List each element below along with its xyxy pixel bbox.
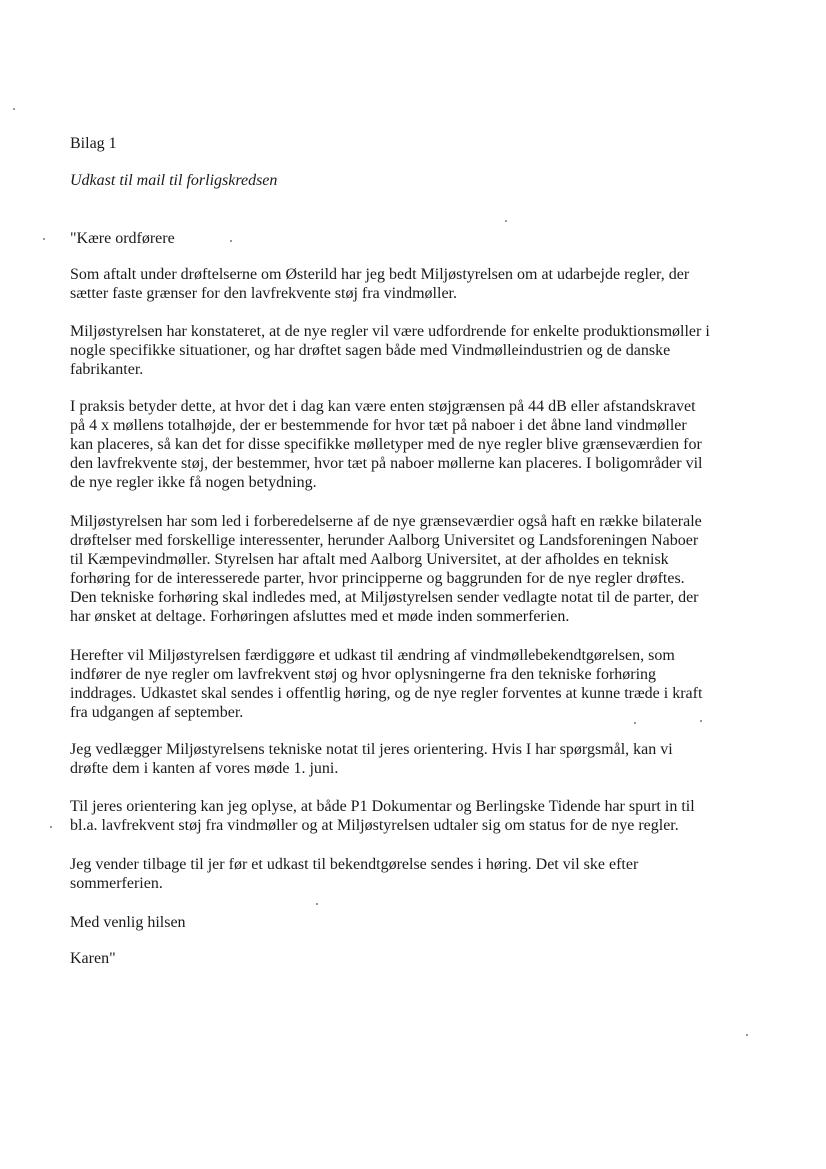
closing <box>70 913 740 932</box>
paragraph-line: Den tekniske forhøring skal indledes med, at Miljøstyrelsen sender vedlagte notat til de parter, der <box>70 589 699 606</box>
paragraph-line: har ønsket at deltage. Forhøringen afsluttes med et møde inden sommerferien. <box>70 608 570 625</box>
paragraph-line: Herefter vil Miljøstyrelsen færdiggøre et udkast til ændring af vindmøllebekendtgørelsen, som <box>70 647 675 664</box>
paragraph-line: inddrages. Udkastet skal sendes i offentlig høring, og de nye regler forventes at kunne træde i kraft <box>70 685 703 702</box>
paragraph-line: de nye regler ikke få nogen betydning. <box>70 474 317 491</box>
document-subtitle-text: Udkast til mail til forligskredsen <box>70 172 278 189</box>
paragraph-8 <box>70 855 740 893</box>
scan-speck <box>316 903 318 905</box>
salutation-text: "Kære ordførere <box>70 230 175 247</box>
scan-speck <box>700 720 702 722</box>
paragraph-line: Til jeres orientering kan jeg oplyse, at både P1 Dokumentar og Berlingske Tidende har spurt in til <box>70 798 695 815</box>
paragraph-1 <box>70 265 740 303</box>
paragraph-line: sætter faste grænser for den lavfrekvente støj fra vindmøller. <box>70 285 457 302</box>
paragraph-line: til Kæmpevindmøller. Styrelsen har aftalt med Aalborg Universitet, at der afholdes en teknisk <box>70 551 669 568</box>
paragraph-line: Miljøstyrelsen har som led i forberedelserne af de nye grænseværdier også haft en række bilaterale <box>70 513 702 530</box>
paragraph-4 <box>70 512 740 626</box>
attachment-label <box>70 134 740 153</box>
paragraph-6 <box>70 740 740 778</box>
document-subtitle <box>70 171 740 190</box>
paragraph-line: fabrikanter. <box>70 361 144 378</box>
closing-text: Med venlig hilsen <box>70 914 186 931</box>
scan-speck <box>634 722 636 724</box>
scan-speck <box>505 220 507 222</box>
attachment-label-text: Bilag 1 <box>70 135 117 152</box>
paragraph-line: forhøring for de interesserede parter, hvor principperne og baggrunden for de nye regler drøftes. <box>70 570 685 587</box>
paragraph-7 <box>70 797 740 835</box>
paragraph-line: den lavfrekvente støj, der bestemmer, hvor tæt på naboer møllerne kan placeres. I boligområder vil <box>70 455 703 472</box>
paragraph-2 <box>70 322 740 379</box>
paragraph-line: drøftelser med forskellige interessenter, herunder Aalborg Universitet og Landsforeningen Naboer <box>70 532 699 549</box>
paragraph-line: Jeg vedlægger Miljøstyrelsens tekniske notat til jeres orientering. Hvis I har spørgsmål, kan vi <box>70 741 673 758</box>
paragraph-line: sommerferien. <box>70 875 163 892</box>
paragraph-line: på 4 x møllens totalhøjde, der er bestemmende for hvor tæt på naboer i det åbne land vindmøller <box>70 417 687 434</box>
paragraph-line: indfører de nye regler om lavfrekvent støj og hvor oplysningerne fra den tekniske forhøring <box>70 666 657 683</box>
scan-speck <box>50 826 52 828</box>
signature-text: Karen" <box>70 950 116 967</box>
paragraph-line: kan placeres, så kan det for disse specifikke mølletyper med de nye regler blive grænseværdien for <box>70 436 702 453</box>
salutation <box>70 229 740 248</box>
paragraph-line: I praksis betyder dette, at hvor det i dag kan være enten støjgrænsen på 44 dB eller afstandskravet <box>70 398 696 415</box>
paragraph-line: bl.a. lavfrekvent støj fra vindmøller og at Miljøstyrelsen udtaler sig om status for de nye regler. <box>70 817 679 834</box>
scan-speck <box>43 238 45 240</box>
paragraph-line: fra udgangen af september. <box>70 704 244 721</box>
paragraph-line: Jeg vender tilbage til jer før et udkast til bekendtgørelse sendes i høring. Det vil ske efter <box>70 856 639 873</box>
scan-speck <box>746 1034 748 1036</box>
paragraph-line: drøfte dem i kanten af vores møde 1. juni. <box>70 760 339 777</box>
paragraph-line: Som aftalt under drøftelserne om Østerild har jeg bedt Miljøstyrelsen om at udarbejde regler, der <box>70 266 690 283</box>
paragraph-line: Miljøstyrelsen har konstateret, at de nye regler vil være udfordrende for enkelte produktionsmøller i <box>70 323 710 340</box>
paragraph-3 <box>70 397 740 492</box>
scan-speck <box>13 108 15 110</box>
scan-speck <box>230 240 232 242</box>
paragraph-line: nogle specifikke situationer, og har drøftet sagen både med Vindmølleindustrien og de danske <box>70 342 671 359</box>
signature <box>70 949 740 968</box>
paragraph-5 <box>70 646 740 722</box>
